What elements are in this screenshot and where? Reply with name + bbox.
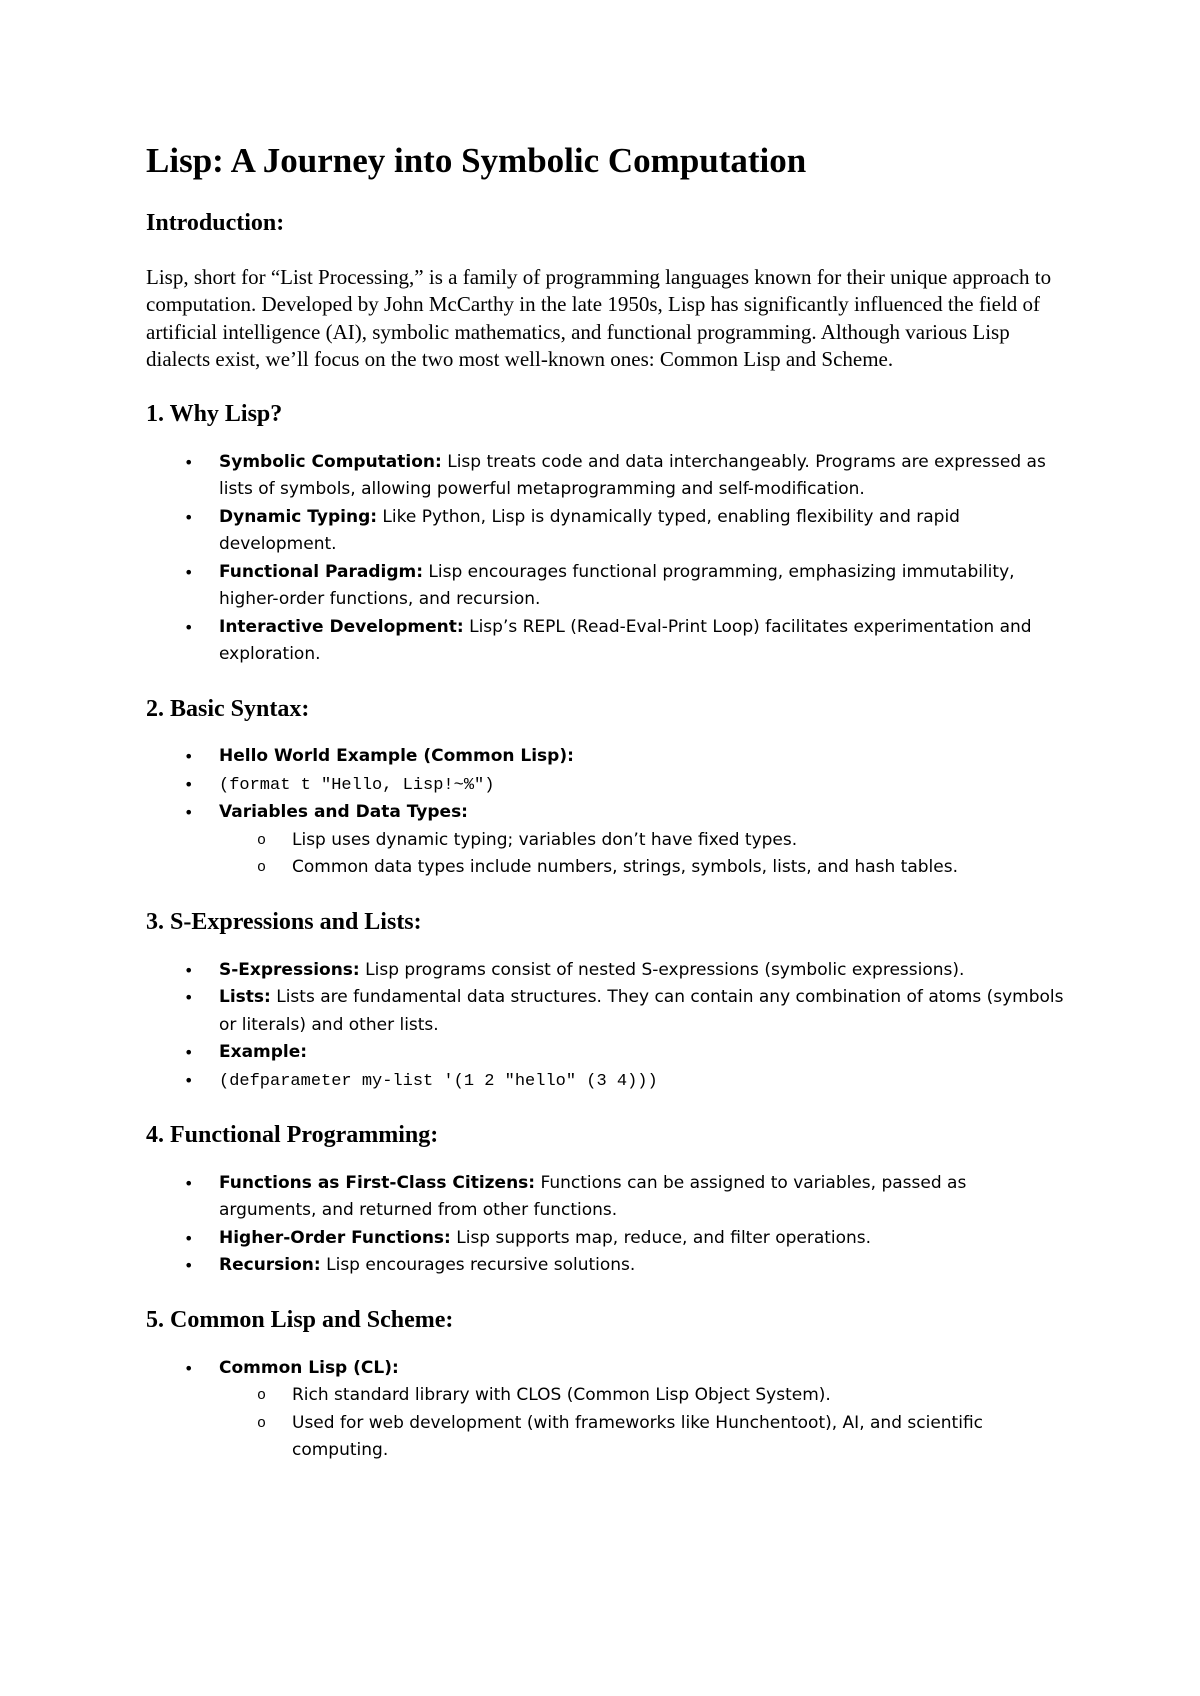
term: S-Expressions: [219,959,360,980]
list-item [146,957,1066,985]
list-item [146,614,1066,669]
list-item [146,984,1066,1039]
sub-list [219,827,1066,882]
list-item [146,1039,1066,1067]
basic-syntax-list [146,743,1066,882]
description: Lisp programs consist of nested S-expressions (symbolic expressions). [359,959,965,980]
description: Lisp supports map, reduce, and filter operations. [450,1227,872,1248]
term: Lists: [219,987,271,1008]
sub-list-item: o Used for web development (with frameworks like Hunchentoot), AI, and scientific computing. [219,1410,1066,1465]
document-content [146,140,1066,1465]
list-item [146,449,1066,504]
description: Lisp treats code and data interchangeably. Programs are expressed as lists of symbols, allowing powerful metaprogramming and self-modification. [219,451,1046,500]
term: Hello World Example (Common Lisp): [219,746,574,767]
description: Lisp’s REPL (Read-Eval-Print Loop) facilitates experimentation and exploration. [219,616,1032,665]
intro-heading: Introduction: [146,210,285,236]
intro-paragraph: Lisp, short for “List Processing,” is a family of programming languages known for their unique approach to computation. Developed by John McCarthy in the late 1950s, Lisp has significantly influenced the field of artificial intelligence (AI), symbolic mathematics, and functional programming. Although various Lisp dialects exist, we’ll focus on the two most well-known ones: Common Lisp and Scheme. [146,264,1052,372]
s-expressions-list [146,957,1066,1096]
list-item [146,799,1066,882]
term: Dynamic Typing: [219,506,378,527]
section-heading-why-lisp: 1. Why Lisp? [146,400,283,427]
term: Functional Paradigm: [219,561,424,582]
why-lisp-list [146,449,1066,669]
description: Functions can be assigned to variables, passed as arguments, and returned from other functions. [219,1172,967,1221]
sub-list-item: o Lisp uses dynamic typing; variables don’t have fixed types. [219,827,1066,855]
term: Functions as First-Class Citizens: [219,1172,536,1193]
document-title: Lisp: A Journey into Symbolic Computation [146,141,807,180]
description: Lists are fundamental data structures. They can contain any combination of atoms (symbols or literals) and other lists. [219,987,1064,1035]
section-heading-common-lisp-scheme: 5. Common Lisp and Scheme: [146,1306,454,1333]
description: Like Python, Lisp is dynamically typed, enabling flexibility and rapid development. [219,506,960,555]
term: Example: [219,1042,308,1063]
description: Lisp encourages recursive solutions. [320,1255,636,1276]
list-item [146,771,1066,800]
section-heading-basic-syntax: 2. Basic Syntax: [146,695,310,722]
list-item [146,743,1066,771]
section-heading-s-expressions: 3. S-Expressions and Lists: [146,908,422,935]
term: Higher-Order Functions: [219,1227,451,1248]
list-item [146,559,1066,614]
term: Symbolic Computation: [219,451,442,472]
list-item [146,1067,1066,1096]
functional-programming-list [146,1170,1066,1280]
common-lisp-scheme-list [146,1355,1066,1465]
sub-list-item: o Rich standard library with CLOS (Common Lisp Object System). [219,1382,1066,1410]
list-item [146,1170,1066,1225]
code-snippet: (defparameter my-list '(1 2 "hello" (3 4))) [219,1071,658,1091]
description: Lisp encourages functional programming, emphasizing immutability, higher-order functions, and recursion. [219,561,1015,610]
term: Recursion: [219,1255,321,1276]
term: Interactive Development: [219,616,464,637]
term: Common Lisp (CL): [219,1357,399,1378]
list-item [146,1355,1066,1465]
list-item [146,1225,1066,1253]
section-heading-functional-programming: 4. Functional Programming: [146,1122,439,1149]
list-item [146,504,1066,559]
code-snippet: (format t "Hello, Lisp!~%") [219,775,495,795]
sub-list [219,1382,1066,1465]
term: Variables and Data Types: [219,802,468,823]
list-item [146,1252,1066,1280]
sub-list-item: o Common data types include numbers, strings, symbols, lists, and hash tables. [219,854,1066,882]
